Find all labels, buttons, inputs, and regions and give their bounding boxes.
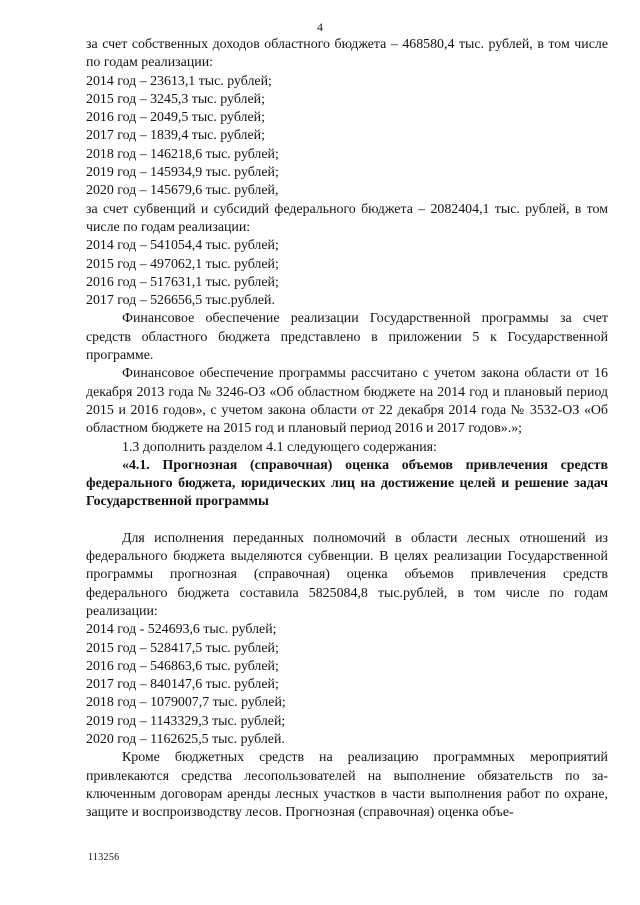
own-revenue-intro: за счет собственных доходов областного бюджета – 468580,4 тыс. рублей, в том числе по годам реализации: (86, 37, 608, 71)
forecast-year-2014: 2014 год - 524693,6 тыс. рублей; (86, 622, 277, 638)
subventions-paragraph: Для исполнения переданных полномочий в области лесных отношений из федерального бюджета выделяются субвенции. В целях реализации Государственной программы прогнозная (справочная) оценка объемов привлечения средств федерального бюджета составила 5825084,8 тыс.рублей, в том числе по годам реализации: (86, 530, 608, 619)
federal-subvention-intro: за счет субвенций и субсидий федерального бюджета – 2082404,1 тыс. рублей, в том числе по годам реализации: (86, 201, 608, 235)
own-revenue-year-2018: 2018 год – 146218,6 тыс. рублей; (86, 146, 279, 162)
own-revenue-year-2020: 2020 год – 145679,6 тыс. рублей, (86, 183, 279, 199)
forecast-year-2018: 2018 год – 1079007,7 тыс. рублей; (86, 695, 286, 711)
forecast-year-2017: 2017 год – 840147,6 тыс. рублей; (86, 677, 279, 693)
federal-subvention-year-2016: 2016 год – 517631,1 тыс. рублей; (86, 274, 279, 290)
footer-document-code: 113256 (88, 852, 120, 863)
federal-subvention-year-2014: 2014 год – 541054,4 тыс. рублей; (86, 238, 279, 254)
finance-law-paragraph: Финансовое обеспечение программы рассчитано с учетом закона области от 16 декабря 2013 года № 3246-ОЗ «Об областном бюджете на 2014 год и плановый период 2015 и 2016 годов», с учетом закона области от 22 декабря 2014 года № 3532-ОЗ «Об областном бюджете на 2015 год и плановый период 2016 и 2017 годов».»; (86, 366, 608, 437)
forest-users-paragraph: Кроме бюджетных средств на реализацию программных мероприятий привлекаются средства лесопользователей на выполнение обязательств по заключенным договорам аренды лесных участков в части выполнения работ по охране, защите и воспроизводству лесов. Прогнозная (справочная) оценка объе- (86, 750, 608, 821)
own-revenue-year-2016: 2016 год – 2049,5 тыс. рублей; (86, 110, 265, 126)
own-revenue-year-2015: 2015 год – 3245,3 тыс. рублей; (86, 91, 265, 107)
own-revenue-year-2017: 2017 год – 1839,4 тыс. рублей; (86, 128, 265, 144)
forecast-year-2020: 2020 год – 1162625,5 тыс. рублей. (86, 731, 285, 747)
forecast-year-2015: 2015 год – 528417,5 тыс. рублей; (86, 640, 279, 656)
document-body (86, 36, 608, 822)
page-number: 4 (317, 20, 323, 34)
federal-subvention-year-2015: 2015 год – 497062,1 тыс. рублей; (86, 256, 279, 272)
forecast-year-2016: 2016 год – 546863,6 тыс. рублей; (86, 658, 279, 674)
finance-appendix-paragraph: Финансовое обеспечение реализации Государственной программы за счет средств областного бюджета представлено в приложении 5 к Государственной программе. (86, 311, 608, 364)
amendment-paragraph: 1.3 дополнить разделом 4.1 следующего содержания: (122, 439, 437, 455)
section-heading: «4.1. Прогнозная (справочная) оценка объемов привлечения средств федерального бюджета, юридических лиц на достижение целей и решение задач Государственной программы (86, 457, 608, 510)
own-revenue-year-2014: 2014 год – 23613,1 тыс. рублей; (86, 73, 272, 89)
forecast-year-2019: 2019 год – 1143329,3 тыс. рублей; (86, 713, 286, 729)
federal-subvention-year-2017: 2017 год – 526656,5 тыс.рублей. (86, 293, 275, 309)
spacer (86, 512, 608, 530)
own-revenue-year-2019: 2019 год – 145934,9 тыс. рублей; (86, 165, 279, 181)
